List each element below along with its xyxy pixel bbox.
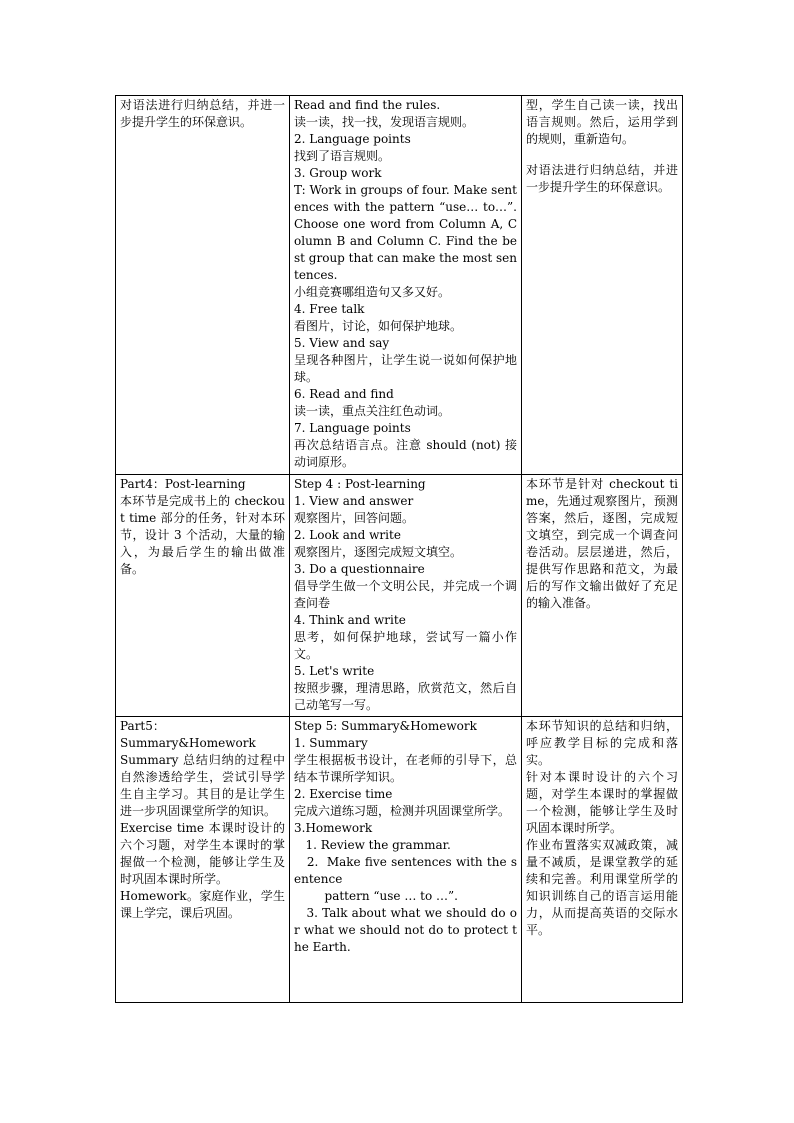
cell-line: 6. Read and find	[294, 387, 394, 401]
cell-line: 按照步骤，理清思路，欣赏范文，然后自己动笔写一写。	[294, 681, 517, 712]
teaching-steps-cell	[290, 96, 522, 475]
cell-line: Summary&Homework	[120, 736, 256, 750]
cell-line: 呈现各种图片，让学生说一说如何保护地球。	[294, 353, 517, 384]
cell-line: 5. View and say	[294, 336, 390, 350]
cell-line: T: Work in groups of four. Make sentences with the pattern “use… to…”. Choose one word from Column A, Column B and Column C. Find the best group that can make the most sentences.	[294, 183, 517, 282]
cell-line: 1. View and answer	[294, 494, 414, 508]
cell-line: 本环节是针对 checkout time，先通过观察图片，预测答案，然后，逐图，完成短文填空，到完成一个调查问卷活动。层层递进，然后，提供写作思路和范文，为最后的写作文输出做好了充足的输入准备。	[526, 477, 678, 610]
table-row	[116, 96, 683, 475]
cell-line: 5. Let's write	[294, 664, 375, 678]
teaching-steps-cell	[290, 717, 522, 1003]
reflection-cell	[522, 96, 683, 475]
cell-line: Exercise time 本课时设计的六个习题，对学生本课时的掌握做一个检测，能够让学生及时巩固本课时所学。	[120, 821, 285, 886]
cell-line: 看图片，讨论，如何保护地球。	[294, 319, 463, 333]
cell-line: 学生根据板书设计，在老师的引导下，总结本节课所学知识。	[294, 753, 517, 784]
cell-line: 2. Look and write	[294, 528, 401, 542]
cell-line: 找到了语言规则。	[294, 149, 391, 163]
cell-line: 本环节知识的总结和归纳，呼应教学目标的完成和落实。	[526, 719, 678, 767]
cell-line: 4. Free talk	[294, 302, 365, 316]
cell-line: 3. Group work	[294, 166, 382, 180]
cell-line: 倡导学生做一个文明公民，并完成一个调查问卷	[294, 579, 517, 610]
design-intent-cell	[116, 717, 290, 1003]
cell-line: 读一读，找一找，发现语言规则。	[294, 115, 475, 129]
table-row	[116, 717, 683, 1003]
cell-line: 2. Make five sentences with the sentence	[294, 855, 517, 886]
cell-line: 观察图片，回答问题。	[294, 511, 415, 525]
cell-line: Read and find the rules.	[294, 98, 441, 112]
cell-line: 完成六道练习题，检测并巩固课堂所学。	[294, 804, 511, 818]
cell-line: Step 4 : Post-learning	[294, 477, 426, 491]
cell-line: Step 5: Summary&Homework	[294, 719, 477, 733]
cell-line: 小组竞赛哪组造句又多又好。	[294, 285, 451, 299]
cell-line: 作业布置落实双减政策，减量不减质，是课堂教学的延续和完善。利用课堂所学的知识训练自己的语言运用能力，从而提高英语的交际水平。	[526, 838, 678, 937]
cell-line: 1. Review the grammar.	[294, 838, 451, 852]
cell-line: 思考，如何保护地球，尝试写一篇小作文。	[294, 630, 517, 661]
design-intent-cell	[116, 475, 290, 717]
cell-line: 3. Talk about what we should do or what we should not do to protect the Earth.	[294, 906, 517, 954]
cell-line: 再次总结语言点。注意 should (not) 接动词原形。	[294, 438, 517, 469]
cell-line: Part4：Post-learning	[120, 477, 246, 491]
cell-line: 3. Do a questionnaire	[294, 562, 425, 576]
cell-line: 读一读，重点关注红色动词。	[294, 404, 451, 418]
cell-line: 本环节是完成书上的 checkout time 部分的任务，针对本环节，设计 3 个活动，大量的输入，为最后学生的输出做准备。	[120, 494, 285, 576]
reflection-cell	[522, 475, 683, 717]
cell-line: Summary 总结归纳的过程中自然渗透给学生，尝试引导学生自主学习。其目的是让学生进一步巩固课堂所学的知识。	[120, 753, 285, 818]
cell-line	[526, 148, 678, 162]
cell-line: 型，学生自己读一读，找出语言规则。然后，运用学到的规则，重新造句。	[526, 98, 678, 146]
cell-line: 3.Homework	[294, 821, 373, 835]
cell-line: 1. Summary	[294, 736, 368, 750]
cell-line: 7. Language points	[294, 421, 411, 435]
cell-line: Part5：	[120, 719, 165, 733]
cell-line: 对语法进行归纳总结，并进一步提升学生的环保意识。	[120, 98, 285, 129]
cell-line: Homework。家庭作业，学生课上学完，课后巩固。	[120, 889, 285, 920]
cell-line: 对语法进行归纳总结，并进一步提升学生的环保意识。	[526, 163, 678, 194]
cell-line: 4. Think and write	[294, 613, 406, 627]
reflection-cell	[522, 717, 683, 1003]
cell-line: 观察图片，逐图完成短文填空。	[294, 545, 463, 559]
cell-line: 2. Language points	[294, 132, 411, 146]
cell-line: 2. Exercise time	[294, 787, 393, 801]
design-intent-cell	[116, 96, 290, 475]
cell-line: 针对本课时设计的六个习题，对学生本课时的掌握做一个检测，能够让学生及时巩固本课时所学。	[526, 770, 678, 835]
teaching-steps-cell	[290, 475, 522, 717]
lesson-plan-table	[115, 95, 683, 1003]
table-row	[116, 475, 683, 717]
cell-line: pattern “use … to …”.	[294, 889, 458, 903]
